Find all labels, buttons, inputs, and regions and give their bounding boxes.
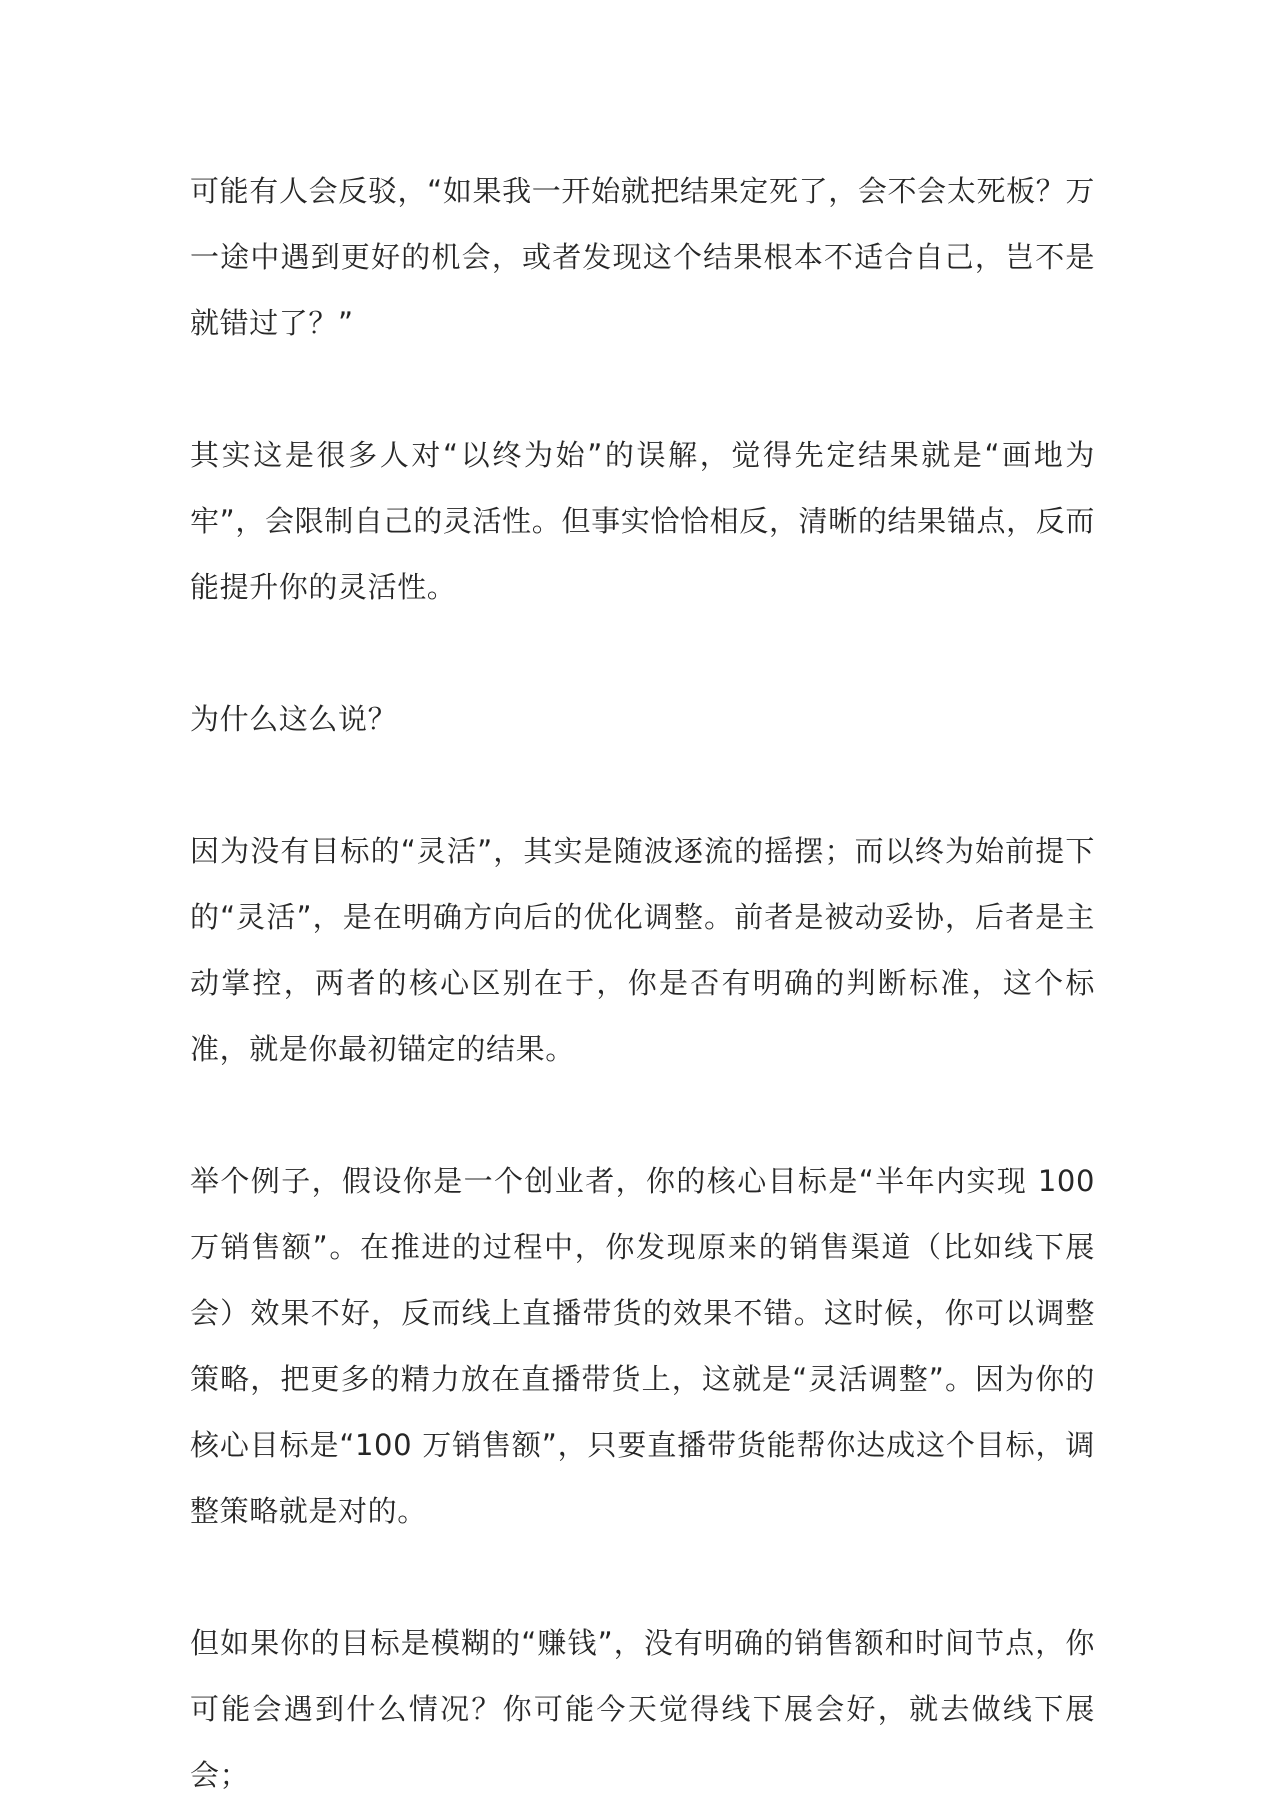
paragraph-question: 为什么这么说？ bbox=[190, 702, 398, 736]
document-body bbox=[190, 158, 1095, 1808]
paragraph-objection: 可能有人会反驳，“如果我一开始就把结果定死了，会不会太死板？万一途中遇到更好的机会，或者发现这个结果根本不适合自己，岂不是就错过了？” bbox=[190, 174, 1095, 340]
paragraph-misunderstanding: 其实这是很多人对“以终为始”的误解，觉得先定结果就是“画地为牢”，会限制自己的灵活性。但事实恰恰相反，清晰的结果锚点，反而能提升你的灵活性。 bbox=[190, 438, 1095, 604]
paragraph-example: 举个例子，假设你是一个创业者，你的核心目标是“半年内实现 100 万销售额”。在推进的过程中，你发现原来的销售渠道（比如线下展会）效果不好，反而线上直播带货的效果不错。这时候，你可以调整策略，把更多的精力放在直播带货上，这就是“灵活调整”。因为你的核心目标是“100 万销售额”，只要直播带货能帮你达成这个目标，调整策略就是对的。 bbox=[190, 1164, 1095, 1528]
paragraph-contrast: 但如果你的目标是模糊的“赚钱”，没有明确的销售额和时间节点，你可能会遇到什么情况？你可能今天觉得线下展会好，就去做线下展会； bbox=[190, 1626, 1095, 1792]
paragraph-explanation: 因为没有目标的“灵活”，其实是随波逐流的摇摆；而以终为始前提下的“灵活”，是在明确方向后的优化调整。前者是被动妥协，后者是主动掌控，两者的核心区别在于，你是否有明确的判断标准，这个标准，就是你最初锚定的结果。 bbox=[190, 834, 1095, 1066]
